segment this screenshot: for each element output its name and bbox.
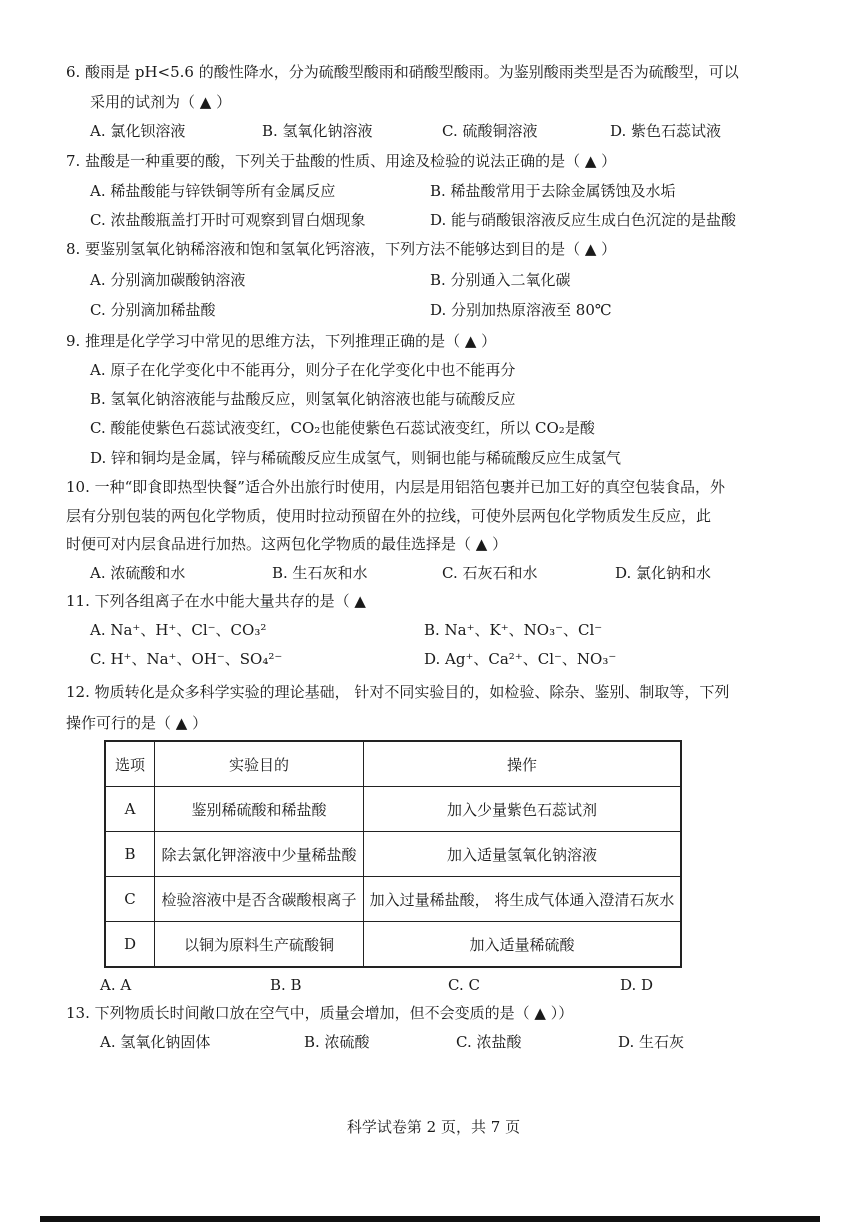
q9-option-b: B. 氢氧化钠溶液能与盐酸反应，则氢氧化钠溶液也能与硫酸反应 [90, 390, 516, 408]
q13-option-d: D. 生石灰 [618, 1033, 685, 1051]
table-cell: 加入过量稀盐酸， 将生成气体通入澄清石灰水 [364, 877, 682, 922]
q6-stem-line2: 采用的试剂为（ ▲ ） [90, 93, 232, 111]
q6-option-c: C. 硫酸铜溶液 [442, 122, 538, 140]
q10-stem-line3: 时便可对内层食品进行加热。这两包化学物质的最佳选择是（ ▲ ） [66, 535, 508, 553]
table-header-row [105, 741, 681, 787]
table-cell: A [105, 787, 155, 832]
q7-option-c: C. 浓盐酸瓶盖打开时可观察到冒白烟现象 [90, 211, 366, 229]
q8-stem: 8. 要鉴别氢氧化钠稀溶液和饱和氢氧化钙溶液，下列方法不能够达到目的是（ ▲ ） [66, 240, 617, 258]
q8-option-b: B. 分别通入二氧化碳 [430, 271, 571, 289]
q6-option-d: D. 紫色石蕊试液 [610, 122, 722, 140]
q13-option-a: A. 氢氧化钠固体 [100, 1033, 211, 1051]
q11-option-c: C. H⁺、Na⁺、OH⁻、SO₄²⁻ [90, 650, 283, 668]
table-header-operation: 操作 [364, 741, 682, 787]
q10-stem-line1: 10. 一种“即食即热型快餐”适合外出旅行时使用，内层是用铝箔包裹并已加工好的真空包装食品，外 [66, 478, 725, 496]
q7-option-b: B. 稀盐酸常用于去除金属锈蚀及水垢 [430, 182, 676, 200]
table-row [105, 877, 681, 922]
q7-option-d: D. 能与硝酸银溶液反应生成白色沉淀的是盐酸 [430, 211, 737, 229]
q8-option-c: C. 分别滴加稀盐酸 [90, 301, 216, 319]
q12-option-a: A. A [100, 976, 132, 994]
bottom-border [40, 1216, 820, 1222]
q13-stem: 13. 下列物质长时间敞口放在空气中，质量会增加，但不会变质的是（ ▲ ）） [66, 1004, 574, 1022]
q7-stem: 7. 盐酸是一种重要的酸，下列关于盐酸的性质、用途及检验的说法正确的是（ ▲ ） [66, 152, 617, 170]
q10-stem-line2: 层有分别包装的两包化学物质，使用时拉动预留在外的拉线，可使外层两包化学物质发生反应，此 [66, 507, 712, 525]
table-row [105, 832, 681, 877]
q6-option-a: A. 氯化钡溶液 [90, 122, 186, 140]
q12-stem-line1: 12. 物质转化是众多科学实验的理论基础， 针对不同实验目的，如检验、除杂、鉴别、制取等，下列 [66, 683, 730, 701]
table-cell: 加入适量稀硫酸 [364, 922, 682, 968]
q11-option-a: A. Na⁺、H⁺、Cl⁻、CO₃² [90, 621, 267, 639]
q10-option-b: B. 生石灰和水 [272, 564, 368, 582]
table-header-purpose: 实验目的 [155, 741, 364, 787]
q10-option-c: C. 石灰石和水 [442, 564, 538, 582]
table-cell: 以铜为原料生产硫酸铜 [155, 922, 364, 968]
q12-table [104, 740, 682, 968]
q10-option-d: D. 氯化钠和水 [615, 564, 712, 582]
q8-option-a: A. 分别滴加碳酸钠溶液 [90, 271, 246, 289]
table-row [105, 787, 681, 832]
q6-option-b: B. 氢氧化钠溶液 [262, 122, 373, 140]
q12-option-c: C. C [448, 976, 480, 994]
table-cell: C [105, 877, 155, 922]
table-cell: 加入少量紫色石蕊试剂 [364, 787, 682, 832]
q9-stem: 9. 推理是化学学习中常见的思维方法，下列推理正确的是（ ▲ ） [66, 332, 497, 350]
q7-option-a: A. 稀盐酸能与锌铁铜等所有金属反应 [90, 182, 336, 200]
q11-stem: 11. 下列各组离子在水中能大量共存的是（ ▲ [66, 592, 366, 610]
q11-option-d: D. Ag⁺、Ca²⁺、Cl⁻、NO₃⁻ [424, 650, 617, 668]
q13-option-c: C. 浓盐酸 [456, 1033, 522, 1051]
q12-option-d: D. D [620, 976, 654, 994]
table-cell: B [105, 832, 155, 877]
q6-stem-line1: 6. 酸雨是 pH<5.6 的酸性降水，分为硫酸型酸雨和硝酸型酸雨。为鉴别酸雨类型是否为硫酸型，可以 [66, 63, 739, 81]
q8-option-d: D. 分别加热原溶液至 80℃ [430, 301, 612, 319]
q11-option-b: B. Na⁺、K⁺、NO₃⁻、Cl⁻ [424, 621, 603, 639]
table-cell: 鉴别稀硫酸和稀盐酸 [155, 787, 364, 832]
table-cell: 除去氯化钾溶液中少量稀盐酸 [155, 832, 364, 877]
table-cell: D [105, 922, 155, 968]
q13-option-b: B. 浓硫酸 [304, 1033, 370, 1051]
table-row [105, 922, 681, 968]
table-header-option: 选项 [105, 741, 155, 787]
q12-stem-line2: 操作可行的是（ ▲ ） [66, 714, 208, 732]
q10-option-a: A. 浓硫酸和水 [90, 564, 186, 582]
q12-option-b: B. B [270, 976, 302, 994]
q9-option-c: C. 酸能使紫色石蕊试液变红，CO₂也能使紫色石蕊试液变红，所以 CO₂是酸 [90, 419, 595, 437]
table-cell: 加入适量氢氧化钠溶液 [364, 832, 682, 877]
q9-option-d: D. 锌和铜均是金属，锌与稀硫酸反应生成氢气，则铜也能与稀硫酸反应生成氢气 [90, 449, 622, 467]
table-cell: 检验溶液中是否含碳酸根离子 [155, 877, 364, 922]
page-footer: 科学试卷第 2 页，共 7 页 [346, 1118, 521, 1136]
q9-option-a: A. 原子在化学变化中不能再分，则分子在化学变化中也不能再分 [90, 361, 516, 379]
